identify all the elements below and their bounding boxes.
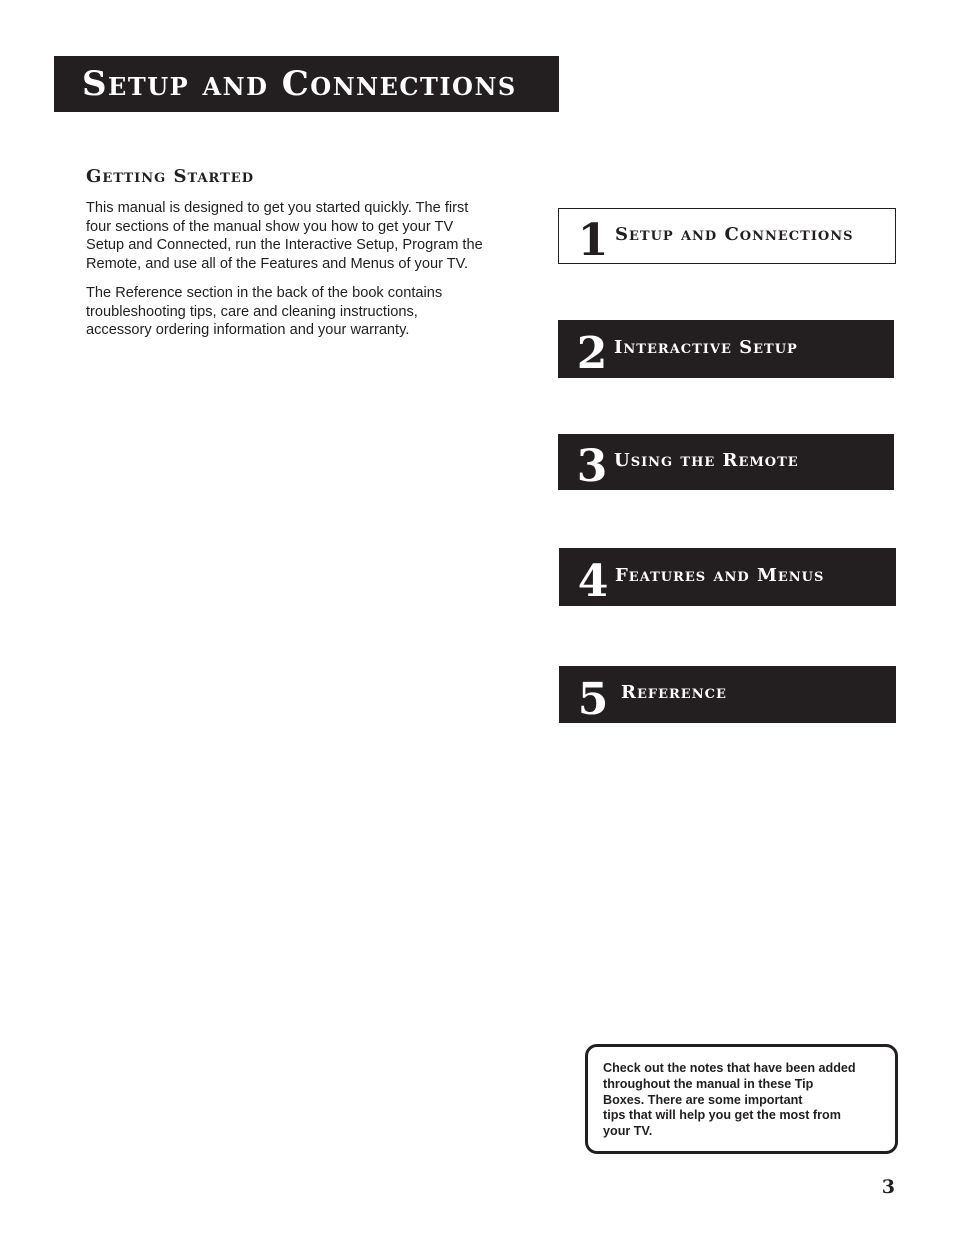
page-title: Setup and Connections: [82, 64, 517, 104]
page-header-banner: [54, 56, 559, 112]
chapter-tab-2: [558, 320, 894, 378]
chapter-tab-5: [559, 666, 896, 723]
body-paragraph: The Reference section in the back of the book contains troubleshooting tips, care and cleaning instructions, accessory ordering information and your warranty.: [86, 284, 443, 339]
chapter-label: Reference: [621, 682, 727, 703]
getting-started-body: [86, 199, 486, 350]
tip-line: throughout the manual in these Tip: [603, 1076, 814, 1091]
chapter-tab-4: [559, 548, 896, 606]
page-number: 3: [881, 1176, 895, 1198]
section-heading-getting-started: Getting Started: [86, 166, 254, 187]
body-paragraph: This manual is designed to get you started quickly. The first four sections of the manual show you how to get your TV Setup and Connected, run the Interactive Setup, Program the Remote, and use all of the Features and Menus of your TV.: [86, 200, 483, 273]
tip-line: your TV.: [603, 1124, 653, 1139]
chapter-tab-3: [558, 434, 894, 490]
chapter-label: Features and Menus: [615, 564, 825, 586]
chapter-number: 2: [576, 328, 608, 379]
chapter-number: 5: [577, 673, 609, 725]
chapter-label: Interactive Setup: [614, 336, 798, 358]
tip-box: [585, 1044, 898, 1154]
chapter-label: Using the Remote: [614, 449, 799, 471]
chapter-label: Setup and Connections: [615, 223, 854, 245]
chapter-number: 1: [577, 215, 609, 266]
chapter-tab-1: [558, 208, 896, 264]
tip-box-text: [603, 1061, 881, 1140]
tip-line: Boxes. There are some important: [603, 1092, 803, 1107]
chapter-number: 3: [576, 441, 608, 492]
tip-line: Check out the notes that have been added: [603, 1061, 856, 1075]
chapter-number: 4: [577, 556, 609, 607]
tip-line: tips that will help you get the most from: [603, 1108, 841, 1123]
